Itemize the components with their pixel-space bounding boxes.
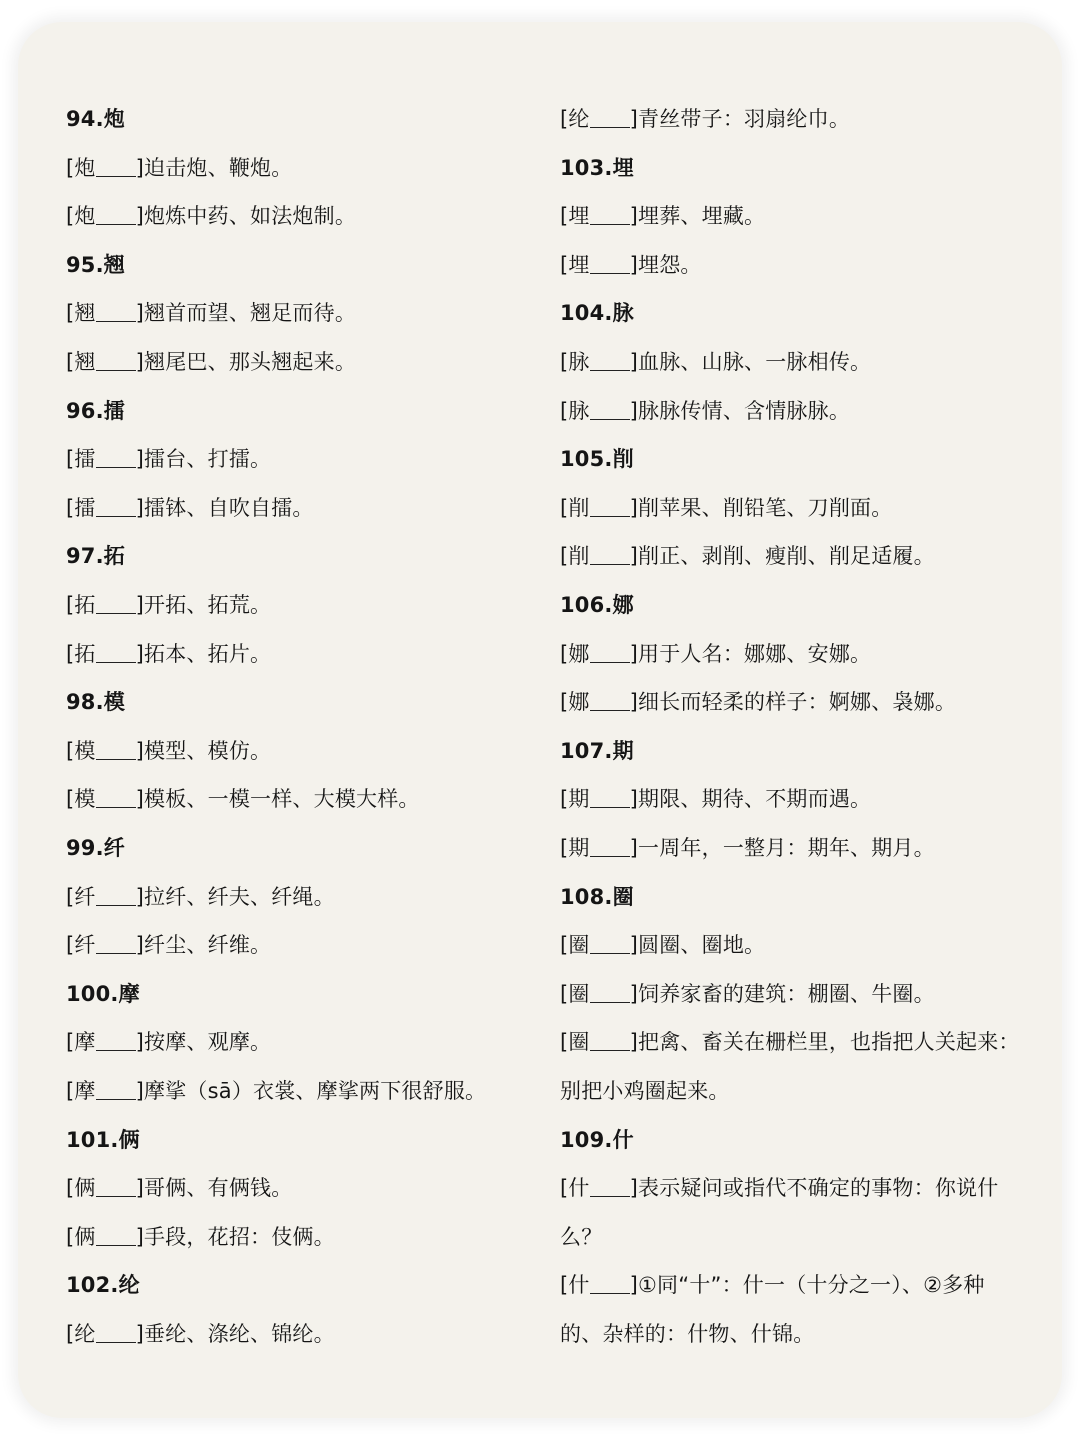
entry-char: 纶 bbox=[74, 1322, 96, 1346]
answer-blank bbox=[590, 544, 630, 565]
entry-heading: 95.翘 bbox=[66, 252, 126, 277]
entry-text: 模型、模仿。 bbox=[144, 738, 272, 763]
bracket-open: [ bbox=[560, 933, 569, 958]
entry-text: 手段，花招：伎俩。 bbox=[144, 1224, 335, 1249]
bracket-open: [ bbox=[560, 787, 569, 812]
entry-text: 青丝带子：羽扇纶巾。 bbox=[638, 107, 851, 131]
entry-char: 纤 bbox=[74, 933, 96, 958]
bracket-open: [ bbox=[560, 204, 569, 229]
entry-char: 什 bbox=[568, 1273, 590, 1298]
answer-blank bbox=[590, 399, 630, 420]
bracket-close: ] bbox=[135, 447, 145, 472]
bracket-close: ] bbox=[629, 252, 639, 277]
bracket-close: ] bbox=[135, 495, 145, 520]
answer-blank bbox=[96, 350, 136, 371]
entry-char: 埋 bbox=[568, 252, 590, 277]
bracket-close: ] bbox=[629, 836, 639, 860]
answer-blank bbox=[590, 836, 630, 857]
entry-line bbox=[560, 347, 871, 377]
entry-heading: 108.圈 bbox=[560, 884, 634, 909]
answer-blank bbox=[590, 350, 630, 371]
answer-blank bbox=[96, 1322, 136, 1343]
entry-line bbox=[66, 930, 271, 960]
entry-heading: 100.摩 bbox=[66, 981, 140, 1006]
entry-char: 娜 bbox=[568, 690, 590, 715]
bracket-open: [ bbox=[66, 1176, 75, 1201]
entry-line bbox=[66, 153, 292, 183]
entry-heading: 107.期 bbox=[560, 738, 634, 763]
bracket-close: ] bbox=[135, 641, 145, 666]
bracket-open: [ bbox=[560, 107, 569, 131]
entry-text: 擂台、打擂。 bbox=[144, 447, 272, 472]
entry-line bbox=[66, 736, 271, 766]
bracket-close: ] bbox=[629, 1030, 639, 1055]
bracket-open: [ bbox=[66, 350, 75, 374]
entry-line bbox=[560, 833, 935, 863]
answer-blank bbox=[590, 253, 630, 274]
bracket-open: [ bbox=[560, 350, 569, 374]
entry-char: 削 bbox=[568, 495, 590, 520]
entry-line bbox=[560, 784, 871, 814]
bracket-close: ] bbox=[135, 1224, 145, 1249]
entry-char: 脉 bbox=[568, 350, 590, 374]
entry-char: 俩 bbox=[74, 1224, 96, 1249]
entry-heading: 99.纤 bbox=[66, 836, 126, 860]
entry-char: 翘 bbox=[74, 301, 96, 326]
answer-blank bbox=[96, 739, 136, 760]
bracket-close: ] bbox=[629, 544, 639, 569]
entry-char: 削 bbox=[568, 544, 590, 569]
entry-text: 开拓、拓荒。 bbox=[144, 593, 272, 617]
bracket-open: [ bbox=[560, 398, 569, 423]
bracket-open: [ bbox=[66, 495, 75, 520]
entry-continuation: 别把小鸡圈起来。 bbox=[560, 1079, 730, 1103]
bracket-close: ] bbox=[135, 155, 145, 180]
bracket-close: ] bbox=[629, 981, 639, 1006]
entry-text: 埋怨。 bbox=[638, 252, 702, 277]
entry-text: 炮炼中药、如法炮制。 bbox=[144, 204, 357, 229]
entry-char: 擂 bbox=[74, 495, 96, 520]
bracket-open: [ bbox=[560, 252, 569, 277]
answer-blank bbox=[96, 1176, 136, 1197]
answer-blank bbox=[590, 787, 630, 808]
entry-text: 一周年，一整月：期年、期月。 bbox=[638, 836, 935, 860]
bracket-close: ] bbox=[629, 204, 639, 229]
entry-line bbox=[560, 1027, 1020, 1057]
entry-char: 擂 bbox=[74, 447, 96, 472]
entry-line bbox=[66, 590, 271, 620]
bracket-close: ] bbox=[629, 1176, 639, 1201]
entry-char: 炮 bbox=[74, 155, 96, 180]
entry-line bbox=[66, 1173, 292, 1203]
bracket-close: ] bbox=[629, 398, 639, 423]
bracket-close: ] bbox=[629, 350, 639, 374]
entry-line bbox=[560, 979, 935, 1009]
entry-char: 纤 bbox=[74, 884, 96, 909]
entry-char: 摩 bbox=[74, 1079, 96, 1103]
bracket-open: [ bbox=[66, 787, 75, 812]
entry-text: 把禽、畜关在栅栏里，也指把人关起来： bbox=[638, 1030, 1020, 1055]
entry-text: 削正、剥削、瘦削、削足适履。 bbox=[638, 544, 935, 569]
bracket-open: [ bbox=[560, 836, 569, 860]
entry-line bbox=[560, 201, 765, 231]
bracket-open: [ bbox=[66, 738, 75, 763]
bracket-close: ] bbox=[629, 690, 639, 715]
entry-char: 脉 bbox=[568, 398, 590, 423]
answer-blank bbox=[96, 301, 136, 322]
bracket-close: ] bbox=[135, 1030, 145, 1055]
bracket-close: ] bbox=[135, 787, 145, 812]
bracket-open: [ bbox=[560, 641, 569, 666]
entry-char: 拓 bbox=[74, 641, 96, 666]
answer-blank bbox=[96, 1079, 136, 1100]
entry-text: 迫击炮、鞭炮。 bbox=[144, 155, 293, 180]
bracket-open: [ bbox=[66, 447, 75, 472]
bracket-close: ] bbox=[629, 641, 639, 666]
entry-text: 圆圈、圈地。 bbox=[638, 933, 766, 958]
entry-line bbox=[66, 1076, 486, 1106]
answer-blank bbox=[96, 204, 136, 225]
bracket-open: [ bbox=[560, 1273, 569, 1298]
entry-heading: 94.炮 bbox=[66, 107, 126, 131]
answer-blank bbox=[590, 933, 630, 954]
worksheet-page bbox=[18, 22, 1062, 1418]
entry-heading: 101.俩 bbox=[66, 1127, 140, 1152]
entry-text: 纤尘、纤维。 bbox=[144, 933, 272, 958]
bracket-close: ] bbox=[629, 933, 639, 958]
entry-char: 娜 bbox=[568, 641, 590, 666]
entry-continuation: 么？ bbox=[560, 1224, 603, 1249]
entry-line bbox=[560, 493, 892, 523]
entry-text: 模板、一模一样、大模大样。 bbox=[144, 787, 420, 812]
entry-text: 翘首而望、翘足而待。 bbox=[144, 301, 357, 326]
bracket-open: [ bbox=[560, 1030, 569, 1055]
entry-char: 翘 bbox=[74, 350, 96, 374]
bracket-open: [ bbox=[560, 981, 569, 1006]
answer-blank bbox=[590, 107, 630, 128]
entry-heading: 102.纶 bbox=[66, 1273, 140, 1298]
bracket-open: [ bbox=[66, 884, 75, 909]
bracket-open: [ bbox=[66, 1322, 75, 1346]
entry-text: 血脉、山脉、一脉相传。 bbox=[638, 350, 872, 374]
answer-blank bbox=[96, 447, 136, 468]
entry-text: 拉纤、纤夫、纤绳。 bbox=[144, 884, 335, 909]
entry-line bbox=[560, 687, 956, 717]
entry-text: 按摩、观摩。 bbox=[144, 1030, 272, 1055]
entry-line bbox=[66, 1319, 335, 1349]
entry-char: 炮 bbox=[74, 204, 96, 229]
entry-heading: 109.什 bbox=[560, 1127, 634, 1152]
entry-text: ①同“十”：什一（十分之一）、②多种 bbox=[638, 1273, 985, 1298]
entry-line bbox=[66, 347, 356, 377]
entry-line bbox=[66, 882, 335, 912]
entry-text: 埋葬、埋藏。 bbox=[638, 204, 766, 229]
bracket-close: ] bbox=[629, 495, 639, 520]
bracket-close: ] bbox=[135, 1322, 145, 1346]
entry-line bbox=[66, 1027, 271, 1057]
bracket-close: ] bbox=[135, 204, 145, 229]
bracket-open: [ bbox=[66, 641, 75, 666]
entry-text: 拓本、拓片。 bbox=[144, 641, 272, 666]
bracket-close: ] bbox=[629, 787, 639, 812]
entry-char: 俩 bbox=[74, 1176, 96, 1201]
answer-blank bbox=[96, 156, 136, 177]
entry-line bbox=[66, 444, 271, 474]
bracket-close: ] bbox=[135, 738, 145, 763]
answer-blank bbox=[96, 642, 136, 663]
answer-blank bbox=[590, 1176, 630, 1197]
answer-blank bbox=[96, 933, 136, 954]
bracket-open: [ bbox=[66, 593, 75, 617]
answer-blank bbox=[590, 982, 630, 1003]
bracket-close: ] bbox=[135, 301, 145, 326]
entry-char: 纶 bbox=[568, 107, 590, 131]
entry-line bbox=[66, 298, 356, 328]
entry-char: 圈 bbox=[568, 981, 590, 1006]
bracket-close: ] bbox=[629, 107, 639, 131]
bracket-open: [ bbox=[66, 1079, 75, 1103]
entry-heading: 103.埋 bbox=[560, 155, 634, 180]
answer-blank bbox=[590, 642, 630, 663]
entry-line bbox=[66, 1222, 335, 1252]
answer-blank bbox=[96, 1225, 136, 1246]
entry-char: 模 bbox=[74, 738, 96, 763]
entry-heading: 98.模 bbox=[66, 690, 126, 715]
entry-char: 模 bbox=[74, 787, 96, 812]
bracket-open: [ bbox=[560, 690, 569, 715]
entry-char: 埋 bbox=[568, 204, 590, 229]
entry-line bbox=[560, 541, 935, 571]
bracket-close: ] bbox=[135, 884, 145, 909]
entry-text: 期限、期待、不期而遇。 bbox=[638, 787, 872, 812]
entry-text: 削苹果、削铅笔、刀削面。 bbox=[638, 495, 893, 520]
entry-text: 细长而轻柔的样子：婀娜、袅娜。 bbox=[638, 690, 957, 715]
entry-heading: 106.娜 bbox=[560, 593, 634, 617]
bracket-open: [ bbox=[66, 155, 75, 180]
bracket-open: [ bbox=[66, 1224, 75, 1249]
bracket-close: ] bbox=[135, 1176, 145, 1201]
answer-blank bbox=[96, 1030, 136, 1051]
entry-continuation: 的、杂样的：什物、什锦。 bbox=[560, 1322, 815, 1346]
bracket-close: ] bbox=[135, 1079, 145, 1103]
entry-line bbox=[66, 201, 356, 231]
bracket-close: ] bbox=[629, 1273, 639, 1298]
answer-blank bbox=[590, 690, 630, 711]
bracket-open: [ bbox=[66, 301, 75, 326]
entry-char: 圈 bbox=[568, 933, 590, 958]
bracket-close: ] bbox=[135, 593, 145, 617]
entry-line bbox=[560, 1270, 985, 1300]
entry-line bbox=[66, 493, 314, 523]
entry-char: 拓 bbox=[74, 593, 96, 617]
entry-text: 用于人名：娜娜、安娜。 bbox=[638, 641, 872, 666]
entry-line bbox=[66, 784, 420, 814]
entry-text: 脉脉传情、含情脉脉。 bbox=[638, 398, 851, 423]
entry-line bbox=[560, 930, 765, 960]
answer-blank bbox=[590, 1273, 630, 1294]
bracket-open: [ bbox=[66, 933, 75, 958]
entry-text: 表示疑问或指代不确定的事物：你说什 bbox=[638, 1176, 999, 1201]
bracket-open: [ bbox=[560, 544, 569, 569]
bracket-close: ] bbox=[135, 350, 145, 374]
entry-line bbox=[560, 104, 850, 134]
entry-heading: 105.削 bbox=[560, 447, 634, 472]
entry-line bbox=[66, 639, 271, 669]
entry-text: 翘尾巴、那头翘起来。 bbox=[144, 350, 357, 374]
entry-heading: 104.脉 bbox=[560, 301, 634, 326]
answer-blank bbox=[590, 204, 630, 225]
entry-text: 哥俩、有俩钱。 bbox=[144, 1176, 293, 1201]
bracket-open: [ bbox=[560, 495, 569, 520]
answer-blank bbox=[96, 787, 136, 808]
answer-blank bbox=[590, 496, 630, 517]
bracket-open: [ bbox=[560, 1176, 569, 1201]
entry-heading: 96.擂 bbox=[66, 398, 126, 423]
entry-heading: 97.拓 bbox=[66, 544, 126, 569]
entry-line bbox=[560, 250, 702, 280]
answer-blank bbox=[96, 496, 136, 517]
answer-blank bbox=[590, 1030, 630, 1051]
entry-text: 擂钵、自吹自擂。 bbox=[144, 495, 314, 520]
entry-line bbox=[560, 1173, 998, 1203]
bracket-open: [ bbox=[66, 204, 75, 229]
entry-text: 饲养家畜的建筑：棚圈、牛圈。 bbox=[638, 981, 935, 1006]
entry-char: 期 bbox=[568, 787, 590, 812]
entry-char: 摩 bbox=[74, 1030, 96, 1055]
entry-char: 什 bbox=[568, 1176, 590, 1201]
entry-char: 圈 bbox=[568, 1030, 590, 1055]
entry-line bbox=[560, 639, 871, 669]
answer-blank bbox=[96, 593, 136, 614]
bracket-close: ] bbox=[135, 933, 145, 958]
entry-line bbox=[560, 396, 850, 426]
entry-char: 期 bbox=[568, 836, 590, 860]
entry-text: 摩挲（sā）衣裳、摩挲两下很舒服。 bbox=[144, 1079, 487, 1103]
answer-blank bbox=[96, 885, 136, 906]
bracket-open: [ bbox=[66, 1030, 75, 1055]
entry-text: 垂纶、涤纶、锦纶。 bbox=[144, 1322, 335, 1346]
